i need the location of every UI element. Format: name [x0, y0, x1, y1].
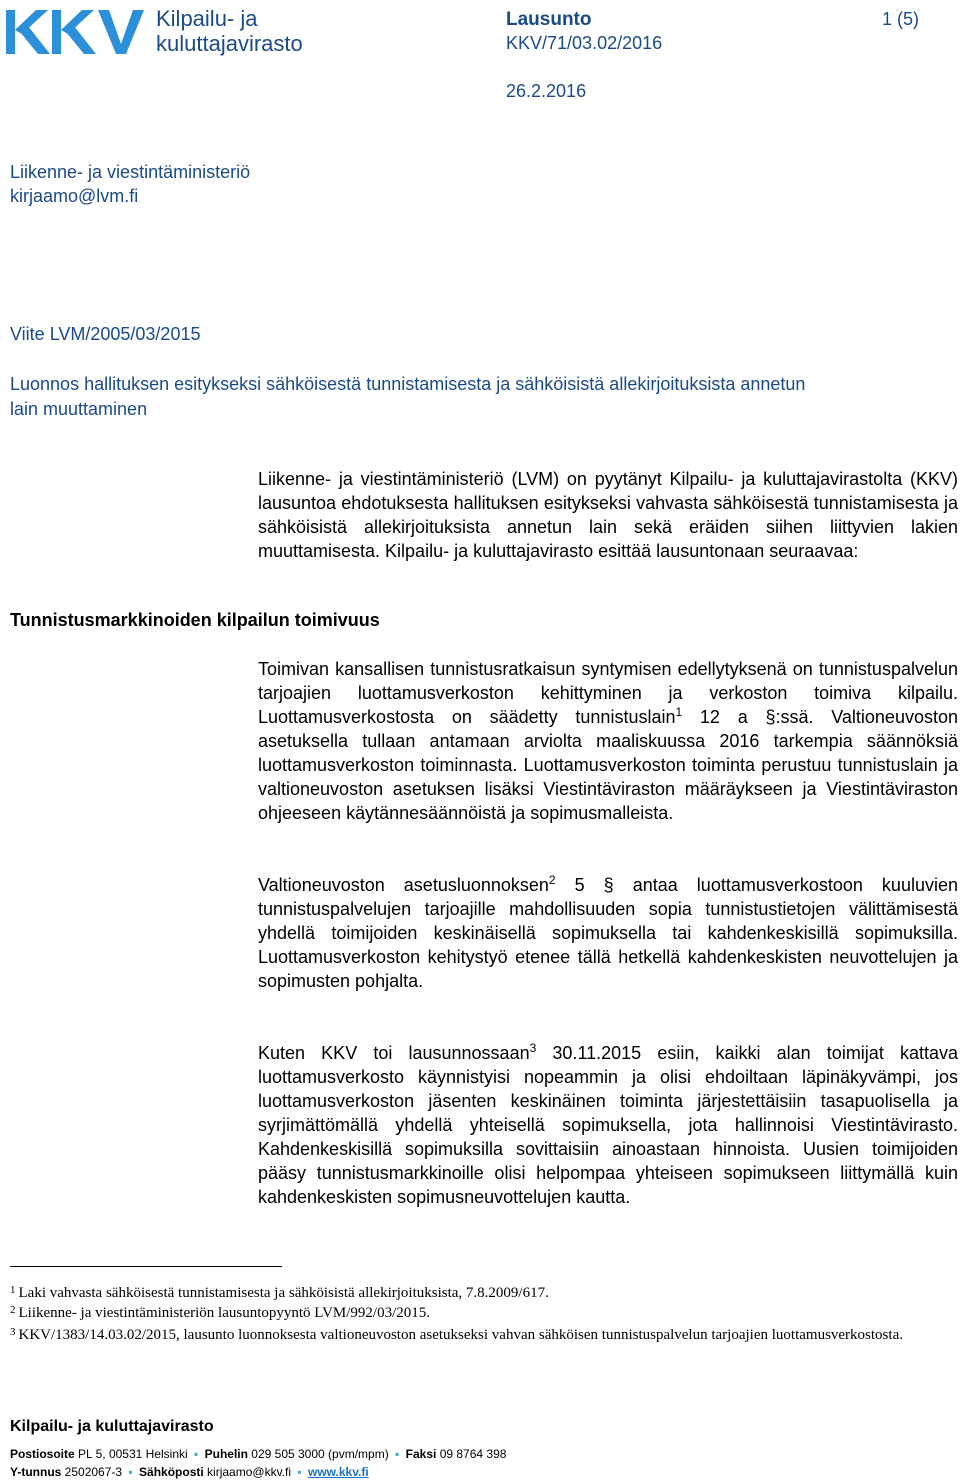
- paragraph-3: Kuten KKV toi lausunnossaan$^3$ 30.11.2015 esiin, kaikki alan toimijat kattava luottamusverkosto käynnistyisi nopeammin ja olisi ehdoiltaan läpinäkyvämpi, jos luottamusverkoston jäsenten keskinäinen toiminta järjestettäisiin tasapuolisella ja syrjimättömällä yhdellä yhteisellä sopimuksella, jota hallinnoisi Viestintävirasto. Kahdenkeskisillä sopimuksilla sovittaisiin ainoastaan hinnoista. Uusien toimijoiden pääsy tunnistusmarkkinoille olisi helpompaa yhteiseen sopimukseen liittymällä kuin kahdenkeskisten sopimusneuvottelujen kautta.: [258, 1041, 958, 1207]
- kkv-logo-mark: [6, 8, 144, 56]
- footnote-ref-1[interactable]: 1: [675, 705, 683, 719]
- footer-ytunnus: 2502067-3: [64, 1465, 123, 1479]
- recipient-email: kirjaamo@lvm.fi: [10, 186, 139, 206]
- footnote-2: $^2$ Liikenne- ja viestintäministeriön lausuntopyyntö LVM/992/03/2015.: [10, 1304, 430, 1321]
- footnote-ref-3[interactable]: 3: [529, 1041, 537, 1055]
- reference-line: Viite LVM/2005/03/2015: [10, 324, 201, 344]
- footnote-divider: [10, 1266, 282, 1267]
- logo-wordmark: [156, 6, 303, 56]
- bullet-icon: ▪: [297, 1465, 302, 1479]
- footer-organization: Kilpailu- ja kuluttajavirasto: [10, 1418, 214, 1435]
- footer-email[interactable]: kirjaamo@kkv.fi: [207, 1465, 292, 1479]
- document-date: 26.2.2016: [506, 81, 587, 101]
- footer-contact-line-2: Y-tunnus 2502067-3 ▪ Sähköposti kirjaamo@kkv.fi ▪ www.kkv.fi: [10, 1465, 369, 1479]
- logo-line-2: kuluttajavirasto: [156, 31, 303, 56]
- recipient-block: [10, 160, 250, 208]
- document-id: KKV/71/03.02/2016: [506, 33, 663, 53]
- bullet-icon: ▪: [395, 1447, 400, 1461]
- paragraph-2: Valtioneuvoston asetusluonnoksen$^2$ 5 § antaa luottamusverkostoon kuuluvien tunnistuspalvelujen tarjoajille mahdollisuuden sopia tunnistustietojen välittämisestä yhdellä toimijoiden keskinäisellä sopimuksella tai kahdenkeskisillä sopimuksilla. Luottamusverkoston kehitystyö etenee tällä hetkellä kahdenkeskisten neuvottelujen ja sopimusten pohjalta.: [258, 873, 958, 991]
- footer-website-link[interactable]: www.kkv.fi: [307, 1465, 369, 1479]
- footer-address: PL 5, 00531 Helsinki: [78, 1447, 188, 1461]
- bullet-icon: ▪: [128, 1465, 133, 1479]
- section-heading: Tunnistusmarkkinoiden kilpailun toimivuus: [10, 610, 380, 630]
- bullet-icon: ▪: [194, 1447, 199, 1461]
- intro-paragraph: Liikenne- ja viestintäministeriö (LVM) on pyytänyt Kilpailu- ja kuluttajavirastolta (KKV) lausuntoa ehdotuksesta hallituksen esitykseksi vahvasta sähköisestä tunnistamisesta ja sähköisistä allekirjoituksista annetun lain sekä eräiden siihen liittyvien lakien muuttamisesta. Kilpailu- ja kuluttajavirasto esittää lausuntonaan seuraavaa:: [258, 469, 958, 561]
- footer-phone: 029 505 3000 (pvm/mpm): [251, 1447, 389, 1461]
- logo-line-1: Kilpailu- ja: [156, 6, 258, 31]
- paragraph-1: Toimivan kansallisen tunnistusratkaisun syntymisen edellytyksenä on tunnistuspalvelun tarjoajien luottamusverkoston kehittyminen ja verkoston toimiva kilpailu. Luottamusverkostosta on säädetty tunnistuslain$^1$ 12 a §:ssä. Valtioneuvoston asetuksella tullaan antamaan arviolta maaliskuussa 2016 tarkempia säännöksiä luottamusverkoston toiminnasta. Luottamusverkoston toiminta perustuu tunnistuslain ja valtioneuvoston asetuksen lisäksi Viestintäviraston määräykseen ja Viestintäviraston ohjeeseen käytännesäännöistä ja sopimusmalleista.: [258, 659, 958, 823]
- recipient-name: Liikenne- ja viestintäministeriö: [10, 162, 251, 182]
- page-number: 1 (5): [882, 9, 920, 29]
- subject-title: Luonnos hallituksen esitykseksi sähköisestä tunnistamisesta ja sähköisistä allekirjoituksista annetun lain muuttaminen: [10, 374, 806, 419]
- footer-contact-line-1: Postiosoite PL 5, 00531 Helsinki ▪ Puhelin 029 505 3000 (pvm/mpm) ▪ Faksi 09 8764 398: [10, 1447, 507, 1461]
- footnote-ref-2[interactable]: 2: [548, 873, 556, 887]
- footnote-3: $^3$ KKV/1383/14.03.02/2015, lausunto luonnoksesta valtioneuvoston asetukseksi vahvan sähköisen tunnistuspalvelun tarjoajien luottamusverkostosta.: [10, 1326, 903, 1343]
- document-type: Lausunto: [506, 9, 592, 30]
- footer-fax: 09 8764 398: [439, 1447, 507, 1461]
- footnote-1: $^1$ Laki vahvasta sähköisestä tunnistamisesta ja sähköisistä allekirjoituksista, 7.8.2009/617.: [10, 1284, 549, 1301]
